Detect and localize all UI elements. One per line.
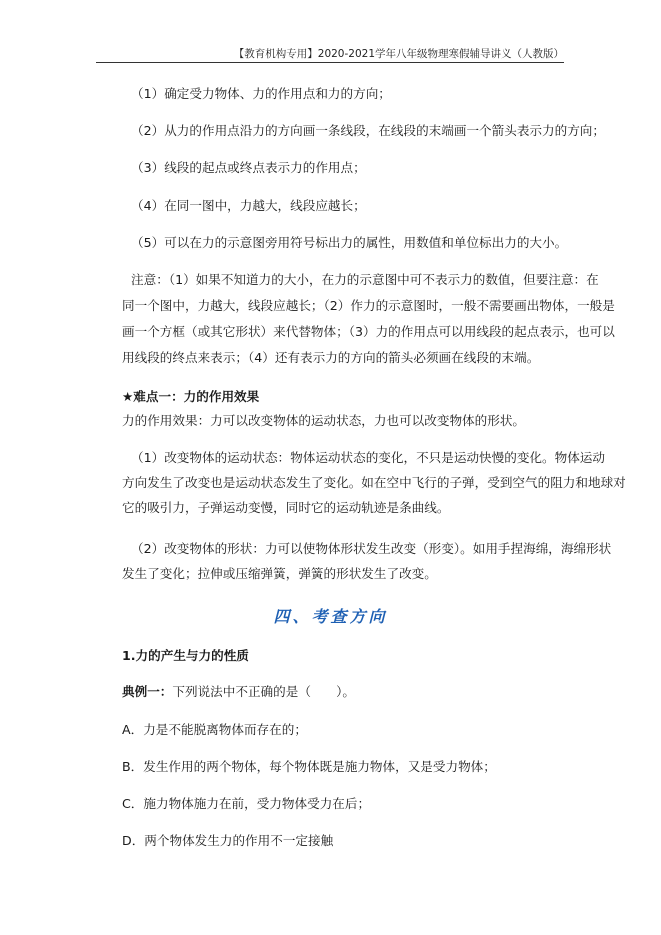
topic-title: 1.力的产生与力的性质 xyxy=(122,648,249,663)
note-line-4: 用线段的终点来表示；（4）还有表示力的方向的箭头必须画在线段的末端。 xyxy=(122,350,540,365)
page-header: 【教育机构专用】2020-2021学年八年级物理寒假辅导讲义（人教版） xyxy=(233,48,564,60)
note-line-2: 同一个图中，力越大，线段应越长；（2）作力的示意图时，一般不需要画出物体，一般是 xyxy=(122,298,615,313)
effect2-line-2: 发生了变化；拉伸或压缩弹簧，弹簧的形状发生了改变。 xyxy=(122,566,437,581)
effect1-line-2: 方向发生了改变也是运动状态发生了变化。如在空中飞行的子弹，受到空气的阻力和地球对 xyxy=(122,475,626,490)
note-line-3: 画一个方框（或其它形状）来代替物体；（3）力的作用点可以用线段的起点表示，也可以 xyxy=(122,324,615,339)
step-4: （4）在同一图中，力越大，线段应越长； xyxy=(131,198,366,213)
step-1: （1）确定受力物体、力的作用点和力的方向； xyxy=(131,86,391,101)
step-2: （2）从力的作用点沿力的方向画一条线段，在线段的末端画一个箭头表示力的方向； xyxy=(131,123,605,138)
option-b: B．发生作用的两个物体，每个物体既是施力物体，又是受力物体； xyxy=(122,759,496,774)
example-question-row xyxy=(122,684,355,700)
header-rule xyxy=(96,62,564,63)
option-d: D．两个物体发生力的作用不一定接触 xyxy=(122,833,334,848)
step-3: （3）线段的起点或终点表示力的作用点； xyxy=(131,160,366,175)
effect2-line-1: （2）改变物体的形状：力可以使物体形状发生改变（形变）。如用手捏海绵，海绵形状 xyxy=(131,541,612,556)
example-label: 典例一： xyxy=(122,684,173,699)
effect-intro: 力的作用效果：力可以改变物体的运动状态，力也可以改变物体的形状。 xyxy=(122,413,525,428)
note-line-1: 注意：（1）如果不知道力的大小，在力的示意图中可不表示力的数值，但要注意：在 xyxy=(131,272,599,287)
option-c: C．施力物体施力在前，受力物体受力在后； xyxy=(122,796,371,811)
difficulty-title: ★难点一：力的作用效果 xyxy=(122,389,260,404)
step-5: （5）可以在力的示意图旁用符号标出力的属性，用数值和单位标出力的大小。 xyxy=(131,235,568,250)
effect1-line-3: 它的吸引力，子弹运动变慢，同时它的运动轨迹是条曲线。 xyxy=(122,500,450,515)
example-question: 下列说法中不正确的是（ ）。 xyxy=(172,684,355,699)
effect1-line-1: （1）改变物体的运动状态：物体运动状态的变化，不只是运动快慢的变化。物体运动 xyxy=(131,450,605,465)
option-a: A．力是不能脱离物体而存在的； xyxy=(122,722,307,737)
section-title: 四、考查方向 xyxy=(273,607,388,626)
